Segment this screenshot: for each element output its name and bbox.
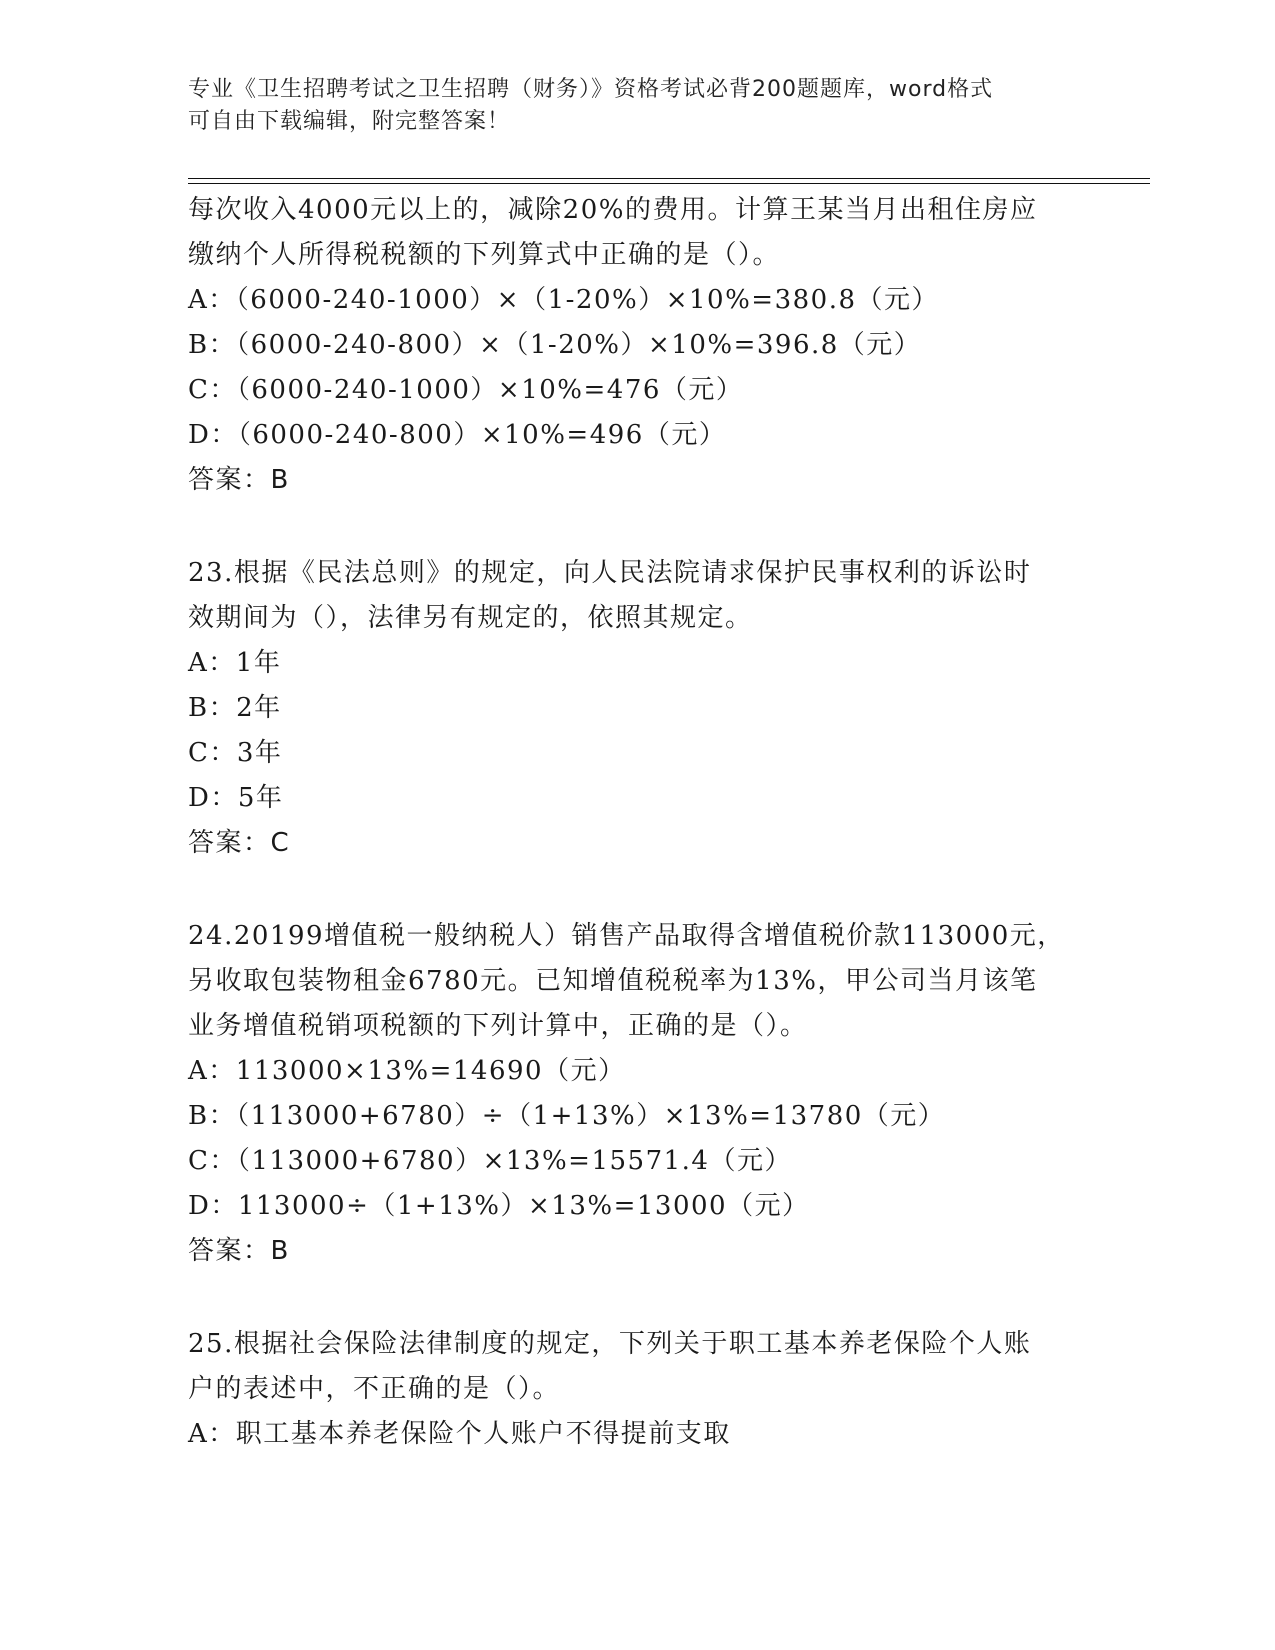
header-line-2: 可自由下载编辑，附完整答案！ — [188, 109, 511, 134]
option-c: C：3年 — [188, 738, 283, 768]
option-b: B：（6000-240-800）×（1-20%）×10%=396.8（元） — [188, 330, 922, 360]
option-a: A：1年 — [188, 648, 282, 678]
option-c: C：（6000-240-1000）×10%=476（元） — [188, 375, 744, 405]
question-stem-line: 25.根据社会保险法律制度的规定，下列关于职工基本养老保险个人账 — [188, 1329, 1032, 1359]
answer: 答案：B — [188, 465, 290, 495]
question-stem-line: 23.根据《民法总则》的规定，向人民法院请求保护民事权利的诉讼时 — [188, 558, 1032, 588]
option-c: C：（113000+6780）×13%=15571.4（元） — [188, 1146, 792, 1176]
question-stem-line: 每次收入4000元以上的，减除20%的费用。计算王某当月出租住房应 — [188, 195, 1038, 225]
option-a: A：职工基本养老保险个人账户不得提前支取 — [188, 1419, 731, 1449]
question-25 — [188, 1322, 1148, 1457]
question-23 — [188, 551, 1148, 866]
header-line-1: 专业《卫生招聘考试之卫生招聘（财务）》资格考试必背200题题库，word格式 — [188, 77, 994, 102]
question-stem-line: 效期间为（），法律另有规定的，依照其规定。 — [188, 603, 753, 633]
option-a: A：113000×13%=14690（元） — [188, 1056, 626, 1086]
option-d: D：（6000-240-800）×10%=496（元） — [188, 420, 727, 450]
question-stem-line: 户的表述中，不正确的是（）。 — [188, 1374, 561, 1404]
header-divider-bottom — [188, 183, 1150, 184]
answer: 答案：B — [188, 1236, 290, 1266]
question-stem-line: 另收取包装物租金6780元。已知增值税税率为13%，甲公司当月该笔 — [188, 966, 1038, 996]
question-stem-line: 24.20199增值税一般纳税人）销售产品取得含增值税价款113000元， — [188, 921, 1065, 951]
option-d: D：5年 — [188, 783, 284, 813]
question-stem-line: 业务增值税销项税额的下列计算中，正确的是（）。 — [188, 1011, 808, 1041]
question-stem-line: 缴纳个人所得税税额的下列算式中正确的是（）。 — [188, 240, 781, 270]
answer: 答案：C — [188, 828, 291, 858]
question-22 — [188, 188, 1148, 503]
option-a: A：（6000-240-1000）×（1-20%）×10%=380.8（元） — [188, 285, 940, 315]
option-b: B：2年 — [188, 693, 282, 723]
header-divider-top — [188, 178, 1150, 179]
question-24 — [188, 914, 1148, 1274]
document-header — [188, 74, 1088, 138]
option-b: B：（113000+6780）÷（1+13%）×13%=13780（元） — [188, 1101, 946, 1131]
option-d: D：113000÷（1+13%）×13%=13000（元） — [188, 1191, 810, 1221]
document-body — [188, 188, 1148, 1457]
